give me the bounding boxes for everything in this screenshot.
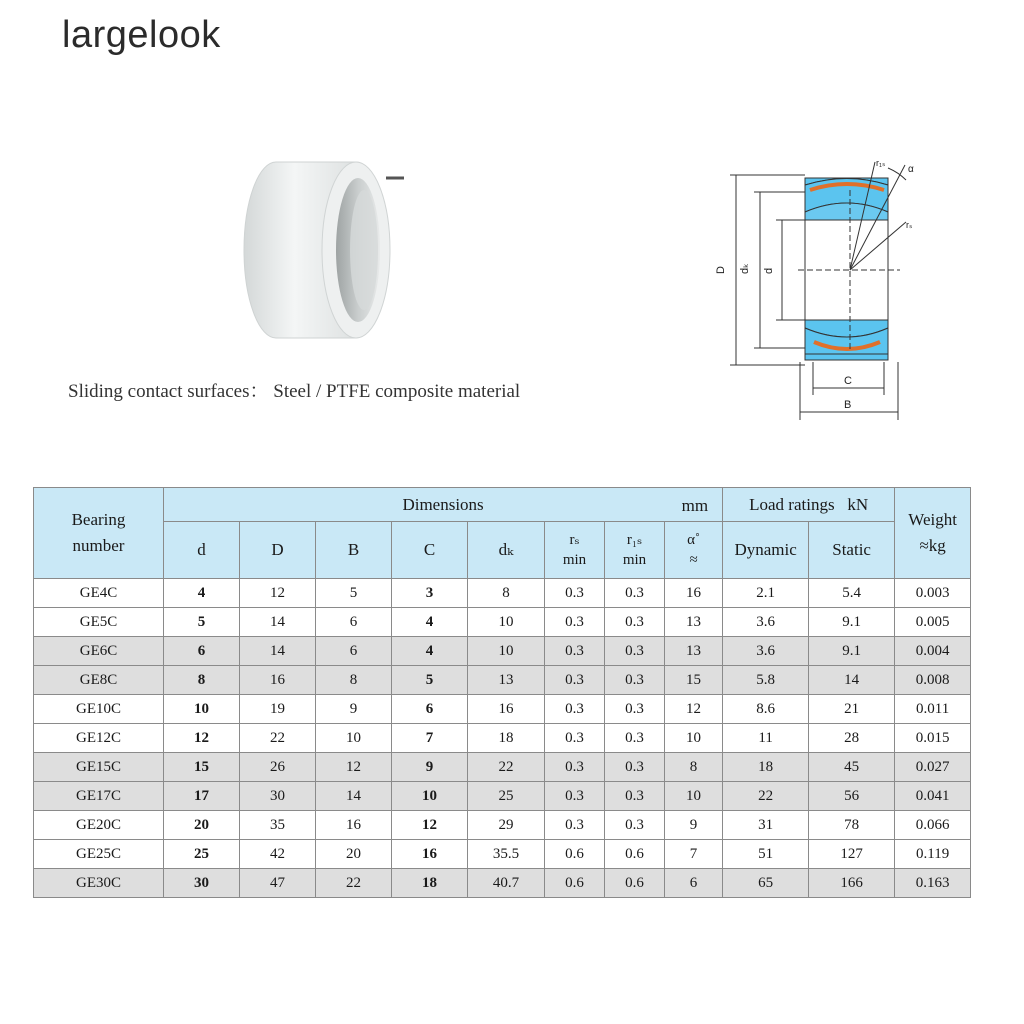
table-cell: 10 [468, 637, 545, 666]
table-cell: 0.3 [545, 666, 605, 695]
header-col-r1s: r₁ₛ min [605, 522, 665, 579]
table-cell: 51 [723, 840, 809, 869]
bearing-number-cell: GE6C [34, 637, 164, 666]
table-cell: 8 [665, 753, 723, 782]
table-cell: 42 [240, 840, 316, 869]
label-d: d [763, 267, 775, 274]
material-caption: Sliding contact surfaces： Steel / PTFE composite material [68, 381, 521, 402]
table-cell: 0.3 [545, 579, 605, 608]
table-cell: 0.3 [545, 811, 605, 840]
table-cell: 10 [164, 695, 240, 724]
table-cell: 10 [392, 782, 468, 811]
bearing-number-cell: GE25C [34, 840, 164, 869]
table-row [34, 695, 971, 724]
table-row [34, 579, 971, 608]
table-row [34, 782, 971, 811]
table-cell: 0.6 [605, 869, 665, 898]
header-col-d: d [164, 522, 240, 579]
table-cell: 6 [316, 608, 392, 637]
table-cell: 11 [723, 724, 809, 753]
table-cell: 14 [809, 666, 895, 695]
table-cell: 5 [316, 579, 392, 608]
table-cell: 8 [164, 666, 240, 695]
table-cell: 9 [316, 695, 392, 724]
label-dk: dₖ [739, 263, 751, 274]
bearing-number-cell: GE17C [34, 782, 164, 811]
header-col-C: C [392, 522, 468, 579]
table-cell: 10 [316, 724, 392, 753]
table-cell: 9.1 [809, 608, 895, 637]
table-cell: 0.066 [895, 811, 971, 840]
table-cell: 13 [665, 637, 723, 666]
table-cell: 0.008 [895, 666, 971, 695]
table-row [34, 637, 971, 666]
bearing-number-cell: GE10C [34, 695, 164, 724]
table-cell: 5 [392, 666, 468, 695]
table-row [34, 666, 971, 695]
table-cell: 0.004 [895, 637, 971, 666]
table-cell: 0.119 [895, 840, 971, 869]
table-cell: 35.5 [468, 840, 545, 869]
table-cell: 8.6 [723, 695, 809, 724]
header-col-rs: rₛ min [545, 522, 605, 579]
label-rs: rₛ [906, 220, 913, 230]
header-col-D: D [240, 522, 316, 579]
table-cell: 35 [240, 811, 316, 840]
table-cell: 45 [809, 753, 895, 782]
table-cell: 14 [316, 782, 392, 811]
table-cell: 0.3 [545, 608, 605, 637]
table-cell: 0.3 [605, 637, 665, 666]
table-cell: 15 [164, 753, 240, 782]
table-cell: 0.3 [605, 666, 665, 695]
bearing-number-cell: GE8C [34, 666, 164, 695]
label-alpha: α [908, 164, 914, 175]
header-dimensions: Dimensions mm [164, 488, 723, 522]
table-row [34, 753, 971, 782]
table-cell: 0.3 [545, 782, 605, 811]
label-B: B [844, 399, 852, 411]
table-cell: 0.041 [895, 782, 971, 811]
table-cell: 14 [240, 608, 316, 637]
table-cell: 0.011 [895, 695, 971, 724]
table-cell: 6 [316, 637, 392, 666]
table-cell: 31 [723, 811, 809, 840]
table-row [34, 608, 971, 637]
table-cell: 6 [665, 869, 723, 898]
table-cell: 9.1 [809, 637, 895, 666]
table-cell: 3.6 [723, 637, 809, 666]
header-load-ratings: Load ratings kN [723, 488, 895, 522]
label-r1s: r₁ₛ [876, 158, 886, 168]
table-cell: 8 [316, 666, 392, 695]
table-cell: 0.015 [895, 724, 971, 753]
bearing-number-cell: GE5C [34, 608, 164, 637]
bearing-number-cell: GE20C [34, 811, 164, 840]
table-cell: 7 [665, 840, 723, 869]
table-cell: 18 [468, 724, 545, 753]
table-cell: 3 [392, 579, 468, 608]
table-cell: 9 [665, 811, 723, 840]
table-cell: 12 [316, 753, 392, 782]
table-cell: 10 [665, 782, 723, 811]
table-cell: 5.4 [809, 579, 895, 608]
table-cell: 2.1 [723, 579, 809, 608]
header-col-B: B [316, 522, 392, 579]
table-cell: 25 [164, 840, 240, 869]
table-cell: 20 [316, 840, 392, 869]
table-cell: 47 [240, 869, 316, 898]
header-col-dk: dₖ [468, 522, 545, 579]
table-cell: 0.6 [545, 840, 605, 869]
table-cell: 16 [665, 579, 723, 608]
table-cell: 5 [164, 608, 240, 637]
bearing-number-cell: GE4C [34, 579, 164, 608]
table-cell: 18 [392, 869, 468, 898]
table-cell: 0.3 [605, 579, 665, 608]
table-cell: 0.005 [895, 608, 971, 637]
bearing-number-cell: GE15C [34, 753, 164, 782]
table-cell: 16 [240, 666, 316, 695]
table-cell: 6 [164, 637, 240, 666]
table-cell: 4 [164, 579, 240, 608]
label-D: D [715, 266, 727, 274]
table-cell: 22 [316, 869, 392, 898]
bearing-photo [236, 150, 476, 350]
table-cell: 0.3 [545, 695, 605, 724]
header-col-alpha: α˚ ≈ [665, 522, 723, 579]
table-cell: 8 [468, 579, 545, 608]
table-cell: 10 [468, 608, 545, 637]
header-bearing-number: Bearing number [34, 488, 164, 579]
label-C: C [844, 375, 852, 387]
table-cell: 16 [468, 695, 545, 724]
brand-logo-text: largelook [62, 14, 221, 56]
table-cell: 40.7 [468, 869, 545, 898]
table-cell: 19 [240, 695, 316, 724]
table-cell: 127 [809, 840, 895, 869]
table-cell: 13 [468, 666, 545, 695]
table-cell: 0.3 [605, 753, 665, 782]
table-cell: 6 [392, 695, 468, 724]
table-cell: 13 [665, 608, 723, 637]
table-cell: 166 [809, 869, 895, 898]
table-cell: 29 [468, 811, 545, 840]
table-cell: 20 [164, 811, 240, 840]
table-cell: 0.3 [545, 724, 605, 753]
spec-table-body [34, 579, 971, 898]
table-cell: 12 [392, 811, 468, 840]
table-cell: 78 [809, 811, 895, 840]
table-cell: 9 [392, 753, 468, 782]
header-weight: Weight ≈kg [895, 488, 971, 579]
table-cell: 65 [723, 869, 809, 898]
table-cell: 0.3 [605, 782, 665, 811]
cross-section-diagram [710, 150, 930, 425]
table-cell: 5.8 [723, 666, 809, 695]
table-cell: 30 [164, 869, 240, 898]
table-cell: 4 [392, 608, 468, 637]
table-cell: 22 [723, 782, 809, 811]
table-cell: 15 [665, 666, 723, 695]
table-cell: 30 [240, 782, 316, 811]
table-cell: 12 [240, 579, 316, 608]
table-cell: 14 [240, 637, 316, 666]
table-cell: 17 [164, 782, 240, 811]
table-cell: 12 [164, 724, 240, 753]
table-cell: 3.6 [723, 608, 809, 637]
table-cell: 4 [392, 637, 468, 666]
bearing-number-cell: GE30C [34, 869, 164, 898]
header-col-static: Static [809, 522, 895, 579]
table-row [34, 724, 971, 753]
table-cell: 0.3 [545, 753, 605, 782]
table-cell: 22 [468, 753, 545, 782]
table-row [34, 840, 971, 869]
table-cell: 0.3 [545, 637, 605, 666]
table-cell: 26 [240, 753, 316, 782]
table-cell: 0.3 [605, 811, 665, 840]
table-cell: 0.3 [605, 695, 665, 724]
table-cell: 7 [392, 724, 468, 753]
table-cell: 12 [665, 695, 723, 724]
bearing-spec-table [33, 487, 971, 898]
table-cell: 56 [809, 782, 895, 811]
bearing-number-cell: GE12C [34, 724, 164, 753]
table-cell: 0.3 [605, 608, 665, 637]
table-cell: 22 [240, 724, 316, 753]
table-cell: 25 [468, 782, 545, 811]
header-col-dynamic: Dynamic [723, 522, 809, 579]
table-cell: 0.6 [545, 869, 605, 898]
table-cell: 28 [809, 724, 895, 753]
table-row [34, 811, 971, 840]
table-cell: 0.163 [895, 869, 971, 898]
table-row [34, 869, 971, 898]
table-cell: 0.3 [605, 724, 665, 753]
table-cell: 10 [665, 724, 723, 753]
table-cell: 0.6 [605, 840, 665, 869]
table-cell: 16 [392, 840, 468, 869]
table-cell: 21 [809, 695, 895, 724]
table-cell: 18 [723, 753, 809, 782]
table-cell: 16 [316, 811, 392, 840]
table-cell: 0.003 [895, 579, 971, 608]
table-cell: 0.027 [895, 753, 971, 782]
